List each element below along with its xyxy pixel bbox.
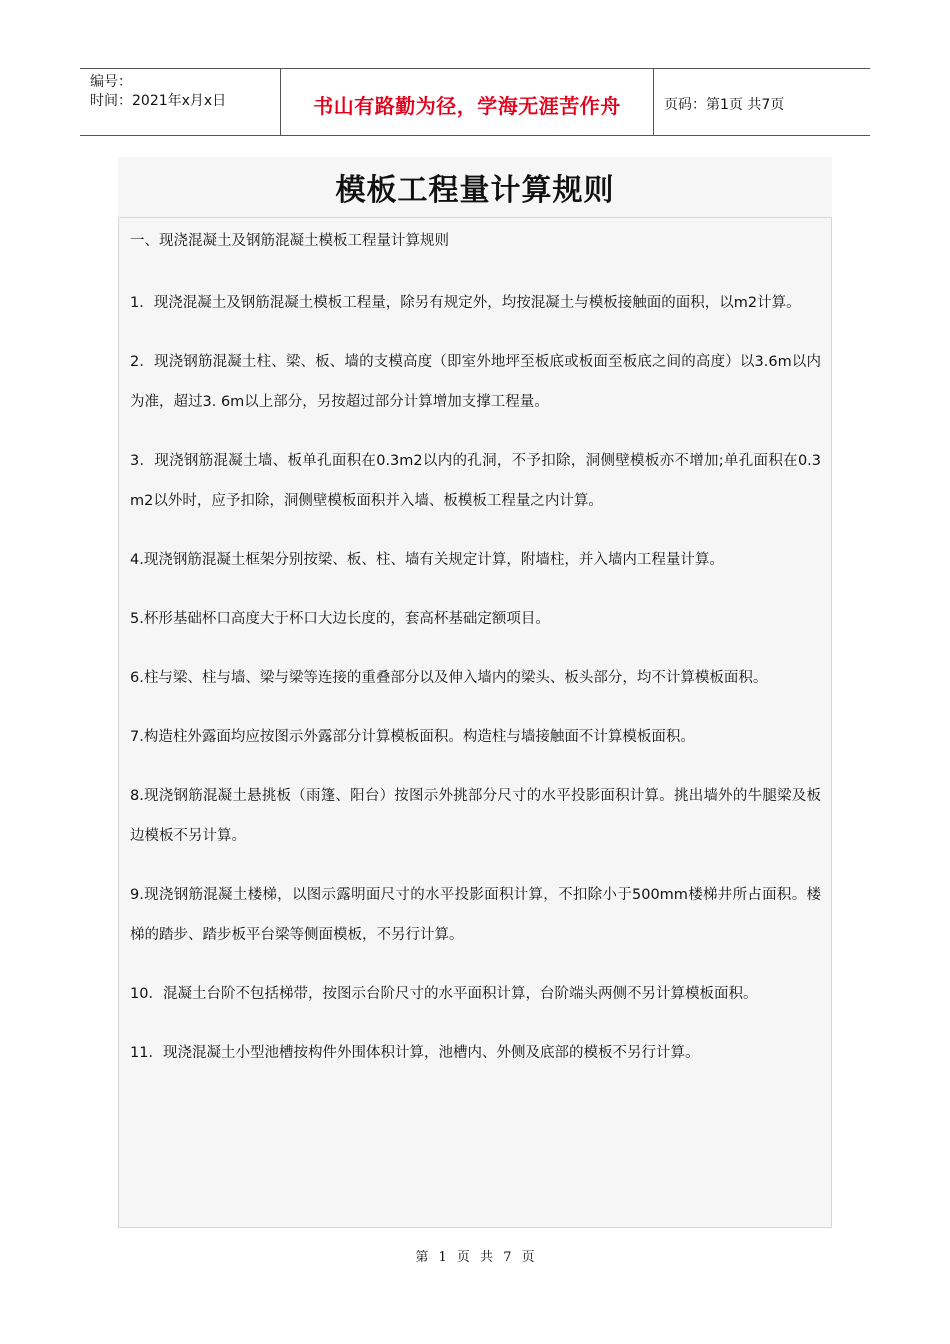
section-heading: 一、现浇混凝土及钢筋混凝土模板工程量计算规则 — [130, 233, 449, 249]
document-title: 模板工程量计算规则 — [335, 173, 615, 208]
header-motto-cell — [281, 69, 654, 135]
rule-paragraph: 6.柱与梁、柱与墙、梁与梁等连接的重叠部分以及伸入墙内的梁头、板头部分，均不计算模板面积。 — [130, 670, 768, 686]
page-header — [80, 68, 870, 136]
header-page-cell — [654, 69, 870, 135]
rule-paragraph: 1．现浇混凝土及钢筋混凝土模板工程量，除另有规定外，均按混凝土与模板接触面的面积，以m2计算。 — [130, 295, 801, 311]
rule-paragraph: 5.杯形基础杯口高度大于杯口大边长度的，套高杯基础定额项目。 — [130, 611, 550, 627]
rule-paragraph: 3．现浇钢筋混凝土墙、板单孔面积在0.3m2以内的孔洞，不予扣除，洞侧壁模板亦不增加;单孔面积在0.3 m2以外时，应予扣除，洞侧壁模板面积并入墙、板模板工程量之内计算。 — [130, 453, 821, 509]
rule-paragraph: 4.现浇钢筋混凝土框架分别按梁、板、柱、墙有关规定计算，附墙柱，并入墙内工程量计算。 — [130, 552, 724, 568]
title-bar — [118, 157, 832, 218]
rule-paragraph: 2．现浇钢筋混凝土柱、梁、板、墙的支模高度（即室外地坪至板底或板面至板底之间的高度）以3.6m以内为准，超过3. 6m以上部分，另按超过部分计算增加支撑工程量。 — [130, 354, 821, 410]
rule-paragraph: 9.现浇钢筋混凝土楼梯，以图示露明面尺寸的水平投影面积计算，不扣除小于500mm楼梯井所占面积。楼梯的踏步、踏步板平台梁等侧面模板，不另行计算。 — [130, 887, 821, 943]
rule-paragraph: 11．现浇混凝土小型池槽按构件外围体积计算，池槽内、外侧及底部的模板不另行计算。 — [130, 1045, 700, 1061]
document-body — [118, 217, 832, 1228]
page-indicator: 页码：第1页 共7页 — [664, 97, 785, 113]
document-panel — [118, 157, 832, 1228]
rule-paragraph: 10．混凝土台阶不包括梯带，按图示台阶尺寸的水平面积计算，台阶端头两侧不另计算模板面积。 — [130, 986, 758, 1002]
rule-paragraph: 7.构造柱外露面均应按图示外露部分计算模板面积。构造柱与墙接触面不计算模板面积。 — [130, 729, 695, 745]
motto-text: 书山有路勤为径，学海无涯苦作舟 — [313, 93, 621, 118]
page-footer — [0, 1246, 950, 1265]
header-meta — [80, 69, 281, 135]
document-number: 编号： — [90, 74, 132, 90]
rule-paragraph: 8.现浇钢筋混凝土悬挑板（雨篷、阳台）按图示外挑部分尺寸的水平投影面积计算。挑出墙外的牛腿梁及板边模板不另计算。 — [130, 788, 821, 844]
footer-page-number: 第 1 页 共 7 页 — [415, 1250, 535, 1265]
document-time: 时间：2021年x月x日 — [90, 93, 227, 109]
